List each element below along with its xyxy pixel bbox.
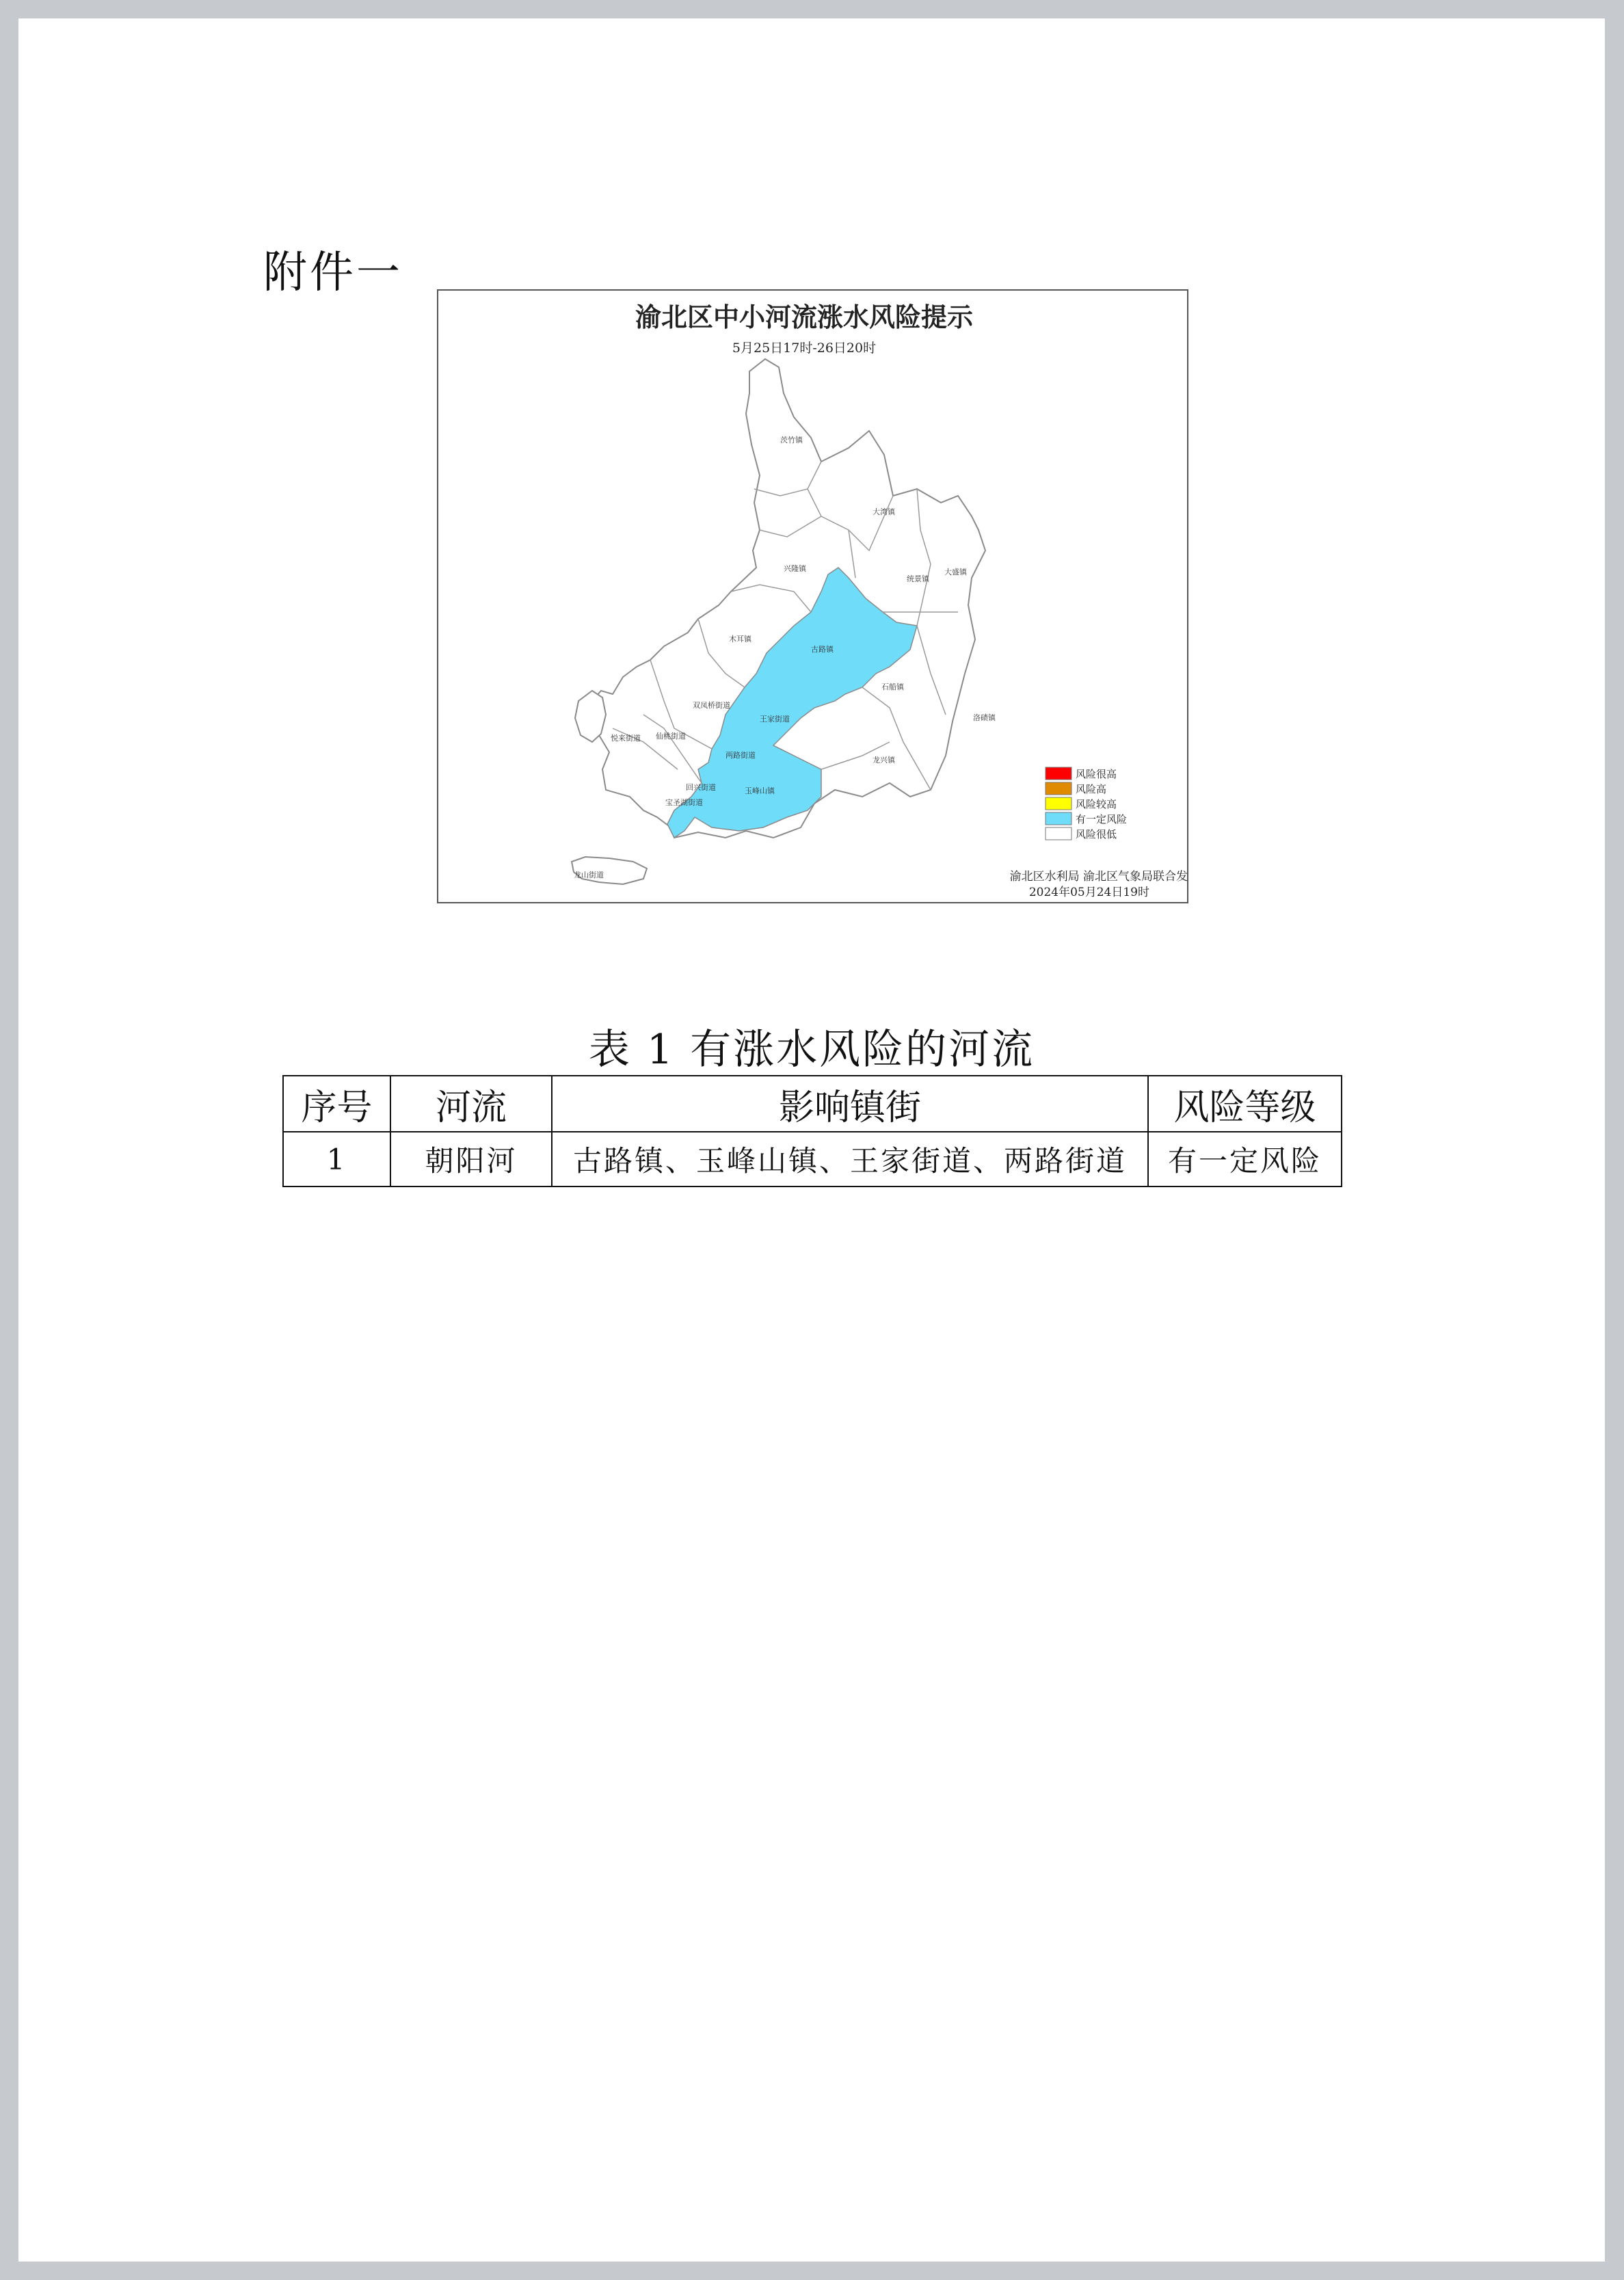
legend-item bbox=[1046, 827, 1117, 840]
legend-label: 风险很低 bbox=[1076, 828, 1117, 840]
cell-towns: 古路镇、玉峰山镇、王家街道、两路街道 bbox=[552, 1132, 1148, 1187]
town-label: 石船镇 bbox=[881, 682, 904, 691]
legend-swatch bbox=[1046, 812, 1071, 825]
column-header-river: 河流 bbox=[390, 1076, 552, 1132]
legend-swatch bbox=[1046, 797, 1071, 810]
map-title: 渝北区中小河流涨水风险提示 bbox=[635, 302, 974, 332]
cell-river: 朝阳河 bbox=[390, 1132, 552, 1187]
legend-item bbox=[1046, 797, 1117, 810]
town-label: 龙兴镇 bbox=[873, 756, 895, 765]
legend-label: 有一定风险 bbox=[1076, 813, 1128, 825]
town-label: 龙山街道 bbox=[574, 871, 604, 879]
column-header-index: 序号 bbox=[283, 1076, 390, 1132]
legend-item bbox=[1046, 767, 1117, 780]
town-label: 仙桃街道 bbox=[656, 732, 686, 741]
legend-label: 风险很高 bbox=[1076, 768, 1117, 780]
table-caption: 表 1 有涨水风险的河流 bbox=[588, 1026, 1035, 1074]
town-label: 玉峰山镇 bbox=[745, 786, 775, 795]
legend-item bbox=[1046, 782, 1106, 795]
town-label: 王家街道 bbox=[760, 715, 790, 724]
town-label: 木耳镇 bbox=[729, 635, 751, 644]
table-header-row bbox=[283, 1076, 1342, 1132]
town-label: 两路街道 bbox=[726, 751, 756, 760]
risk-map bbox=[437, 289, 1188, 903]
town-label: 双凤桥街道 bbox=[693, 701, 730, 710]
legend-swatch bbox=[1046, 767, 1071, 780]
town-label: 悦来街道 bbox=[611, 734, 641, 743]
legend-item bbox=[1046, 812, 1127, 825]
map-issue-time: 2024年05月24日19时 bbox=[1028, 886, 1149, 899]
map-legend bbox=[1046, 767, 1127, 840]
town-label: 大湾镇 bbox=[873, 507, 895, 516]
legend-swatch bbox=[1046, 782, 1071, 795]
town-label: 统景镇 bbox=[907, 574, 929, 583]
river-risk-table bbox=[282, 1075, 1342, 1187]
attachment-label: 附件一 bbox=[263, 248, 403, 298]
town-label: 回兴街道 bbox=[686, 783, 716, 792]
town-label: 洛碛镇 bbox=[973, 713, 996, 722]
column-header-level: 风险等级 bbox=[1148, 1076, 1342, 1132]
legend-label: 风险较高 bbox=[1076, 798, 1117, 810]
column-header-towns: 影响镇街 bbox=[552, 1076, 1148, 1132]
town-label: 古路镇 bbox=[811, 645, 834, 654]
map-subtitle: 5月25日17时-26日20时 bbox=[732, 341, 877, 356]
town-label: 茨竹镇 bbox=[780, 436, 803, 445]
cell-index: 1 bbox=[283, 1132, 390, 1187]
town-label: 大盛镇 bbox=[944, 568, 967, 576]
document-page bbox=[18, 18, 1605, 2262]
cell-level: 有一定风险 bbox=[1148, 1132, 1342, 1187]
legend-swatch bbox=[1046, 827, 1071, 840]
map-issuer: 渝北区水利局 渝北区气象局联合发 bbox=[1009, 870, 1188, 884]
legend-label: 风险高 bbox=[1076, 783, 1107, 795]
town-label: 宝圣湖街道 bbox=[665, 798, 703, 807]
table-row bbox=[283, 1132, 1342, 1187]
town-label: 兴隆镇 bbox=[784, 564, 806, 573]
